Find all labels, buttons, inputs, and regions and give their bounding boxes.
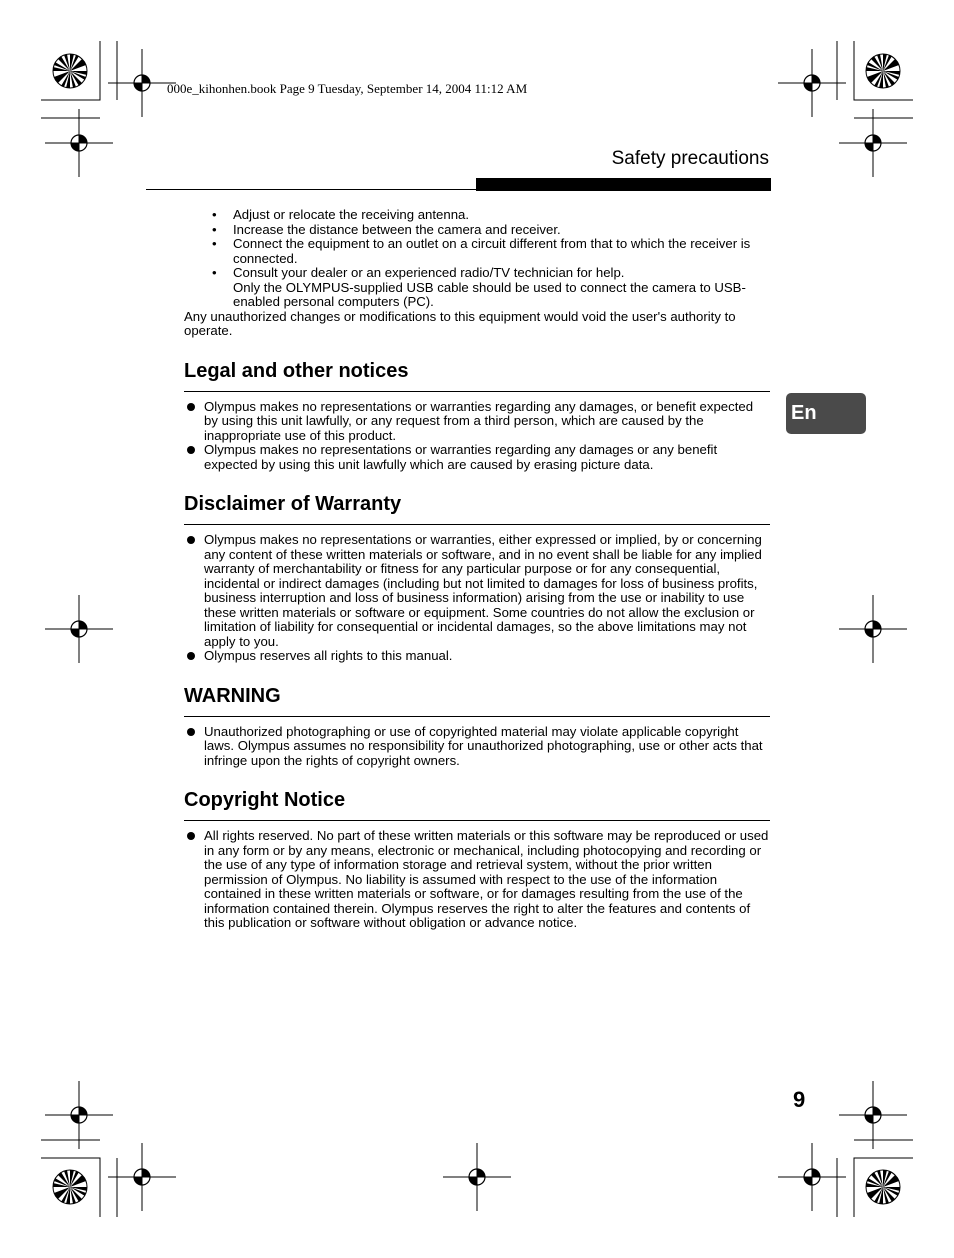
bullet-icon (187, 536, 195, 544)
list-item: Olympus reserves all rights to this manual. (184, 649, 770, 664)
section-title-warning: WARNING (184, 684, 770, 717)
bullet-icon (187, 728, 195, 736)
intro-paragraph: Any unauthorized changes or modifications to this equipment would void the user's authority to operate. (184, 308, 736, 338)
section-title-legal: Legal and other notices (184, 359, 770, 392)
header-bar (476, 178, 771, 191)
running-head: Safety precautions (611, 148, 769, 169)
bullet-icon (187, 403, 195, 411)
list-item: Unauthorized photographing or use of copyrighted material may violate applicable copyright laws. Olympus assumes no responsibility for unauthorized photographing, use or other acts that infringe upon the rights of copyright owners. (184, 725, 770, 769)
section-title-disclaimer: Disclaimer of Warranty (184, 492, 770, 525)
disclaimer-list (184, 533, 770, 664)
print-header: 000e_kihonhen.book Page 9 Tuesday, September 14, 2004 11:12 AM (167, 81, 528, 96)
list-item: • Increase the distance between the camera and receiver. (212, 221, 561, 237)
bullet-icon (187, 832, 195, 840)
list-item: Olympus makes no representations or warranties regarding any damages or any benefit expected by using this unit lawfully which are caused by erasing picture data. (184, 443, 770, 472)
page-content (184, 208, 770, 931)
legal-list (184, 400, 770, 473)
list-item: • Adjust or relocate the receiving antenna. (212, 207, 470, 222)
language-tab: En (786, 393, 866, 434)
bullet-icon (187, 446, 195, 454)
bullet-icon (187, 652, 195, 660)
list-item: • Consult your dealer or an experienced radio/TV technician for help. Only the OLYMPUS-supplied USB cable should be used to connect the camera to USB-enabled personal computers (PC). (212, 265, 746, 309)
copyright-list (184, 829, 770, 931)
section-title-copyright: Copyright Notice (184, 788, 770, 821)
warning-list (184, 725, 770, 769)
list-item: • Connect the equipment to an outlet on a circuit different from that to which the receiver is connected. (212, 236, 751, 266)
intro-list (184, 208, 770, 310)
list-item: All rights reserved. No part of these written materials or this software may be reproduced or used in any form or by any means, electronic or mechanical, including photocopying and recording or the use of any type of information storage and retrieval system, without the prior written permission of Olympus. No liability is assumed with respect to the use of the information contained in these written materials or software, or for damages resulting from the use of the information contained therein. Olympus reserves the right to alter the features and contents of this publication or software without obligation or advance notice. (184, 829, 770, 931)
list-item: Olympus makes no representations or warranties regarding any damages, or benefit expected by using this unit lawfully, or any request from a third person, which are caused by the inappropriate use of this product. (184, 400, 770, 444)
list-item: Olympus makes no representations or warranties, either expressed or implied, by or concerning any content of these written materials or software, and in no event shall be liable for any implied warranty of merchantability or fitness for any particular purpose or for any consequential, incidental or indirect damages (including but not limited to damages for loss of business profits, business interruption and loss of business information) arising from the use or inability to use these written materials or software or equipment. Some countries do not allow the exclusion or limitation of liability for consequential or incidental damages, so the above limitations may not apply to you. (184, 533, 770, 649)
header-rule (146, 189, 476, 190)
usb-note: Only the OLYMPUS-supplied USB cable should be used to connect the camera to USB-enabled personal computers (PC). (233, 279, 746, 309)
page-number: 9 (793, 1087, 806, 1112)
